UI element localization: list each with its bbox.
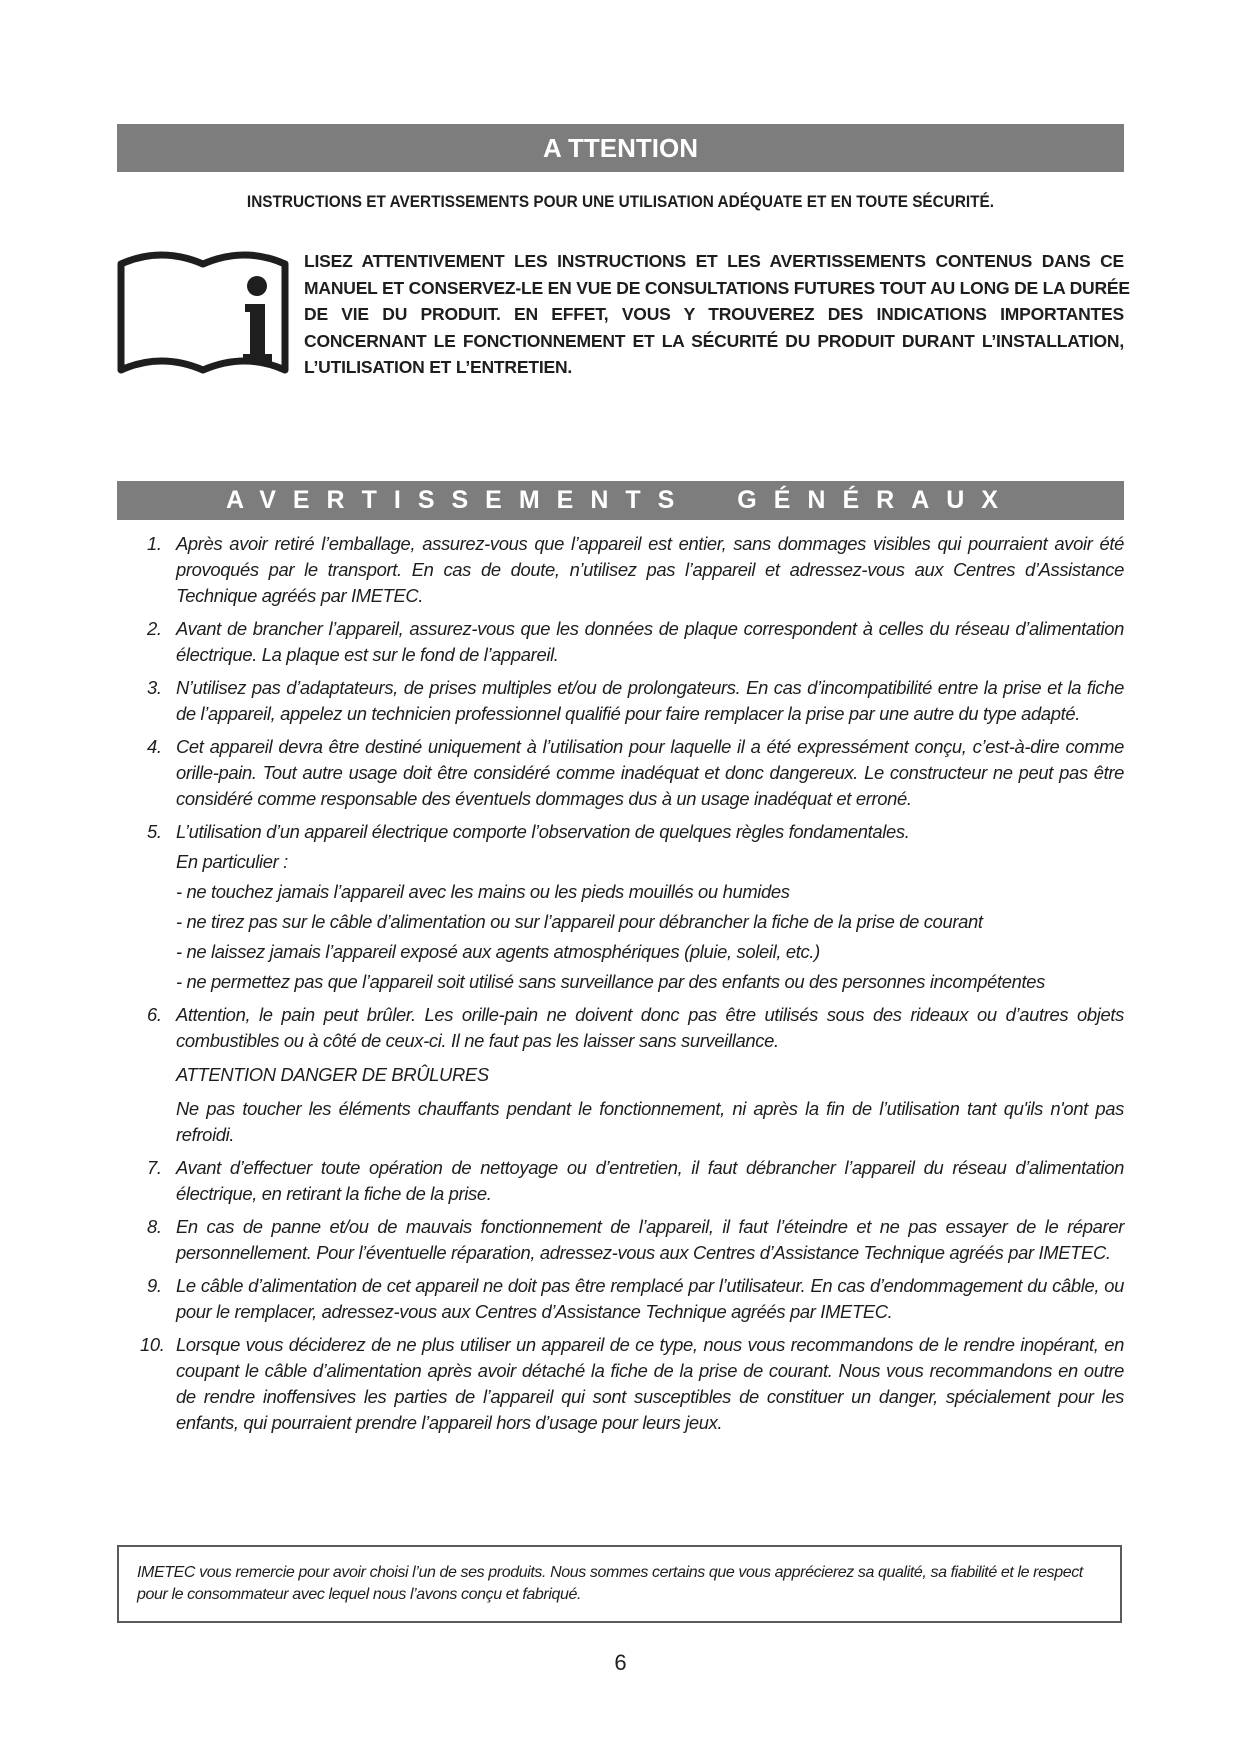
thank-you-box (117, 1545, 1122, 1623)
item-number: 10. (140, 1334, 165, 1355)
danger-warning: ATTENTION DANGER DE BRÛLURES (176, 1064, 489, 1085)
danger-text: Ne pas toucher les éléments chauffants pendant le fonctionnement, ni après la fin de l’utilisation tant qu'ils n'ont pas refroidi. (176, 1098, 1124, 1145)
page-number: 6 (614, 1650, 627, 1675)
item-text: N’utilisez pas d’adaptateurs, de prises multiples et/ou de prolongateurs. En cas d’incompatibilité entre la prise et la fiche de l’appareil, appelez un technicien professionnel qualifié pour faire remplacer la prise par une autre du type adapté. (176, 677, 1124, 724)
item-number: 4. (147, 736, 162, 757)
intro-line: DE VIE DU PRODUIT. EN EFFET, VOUS Y TROUVEREZ DES INDICATIONS IMPORTANTES (304, 304, 1124, 324)
list-item (140, 1214, 1124, 1266)
item-number: 9. (147, 1275, 162, 1296)
item-number: 6. (147, 1004, 162, 1025)
item-number: 1. (147, 533, 162, 554)
item-text: Attention, le pain peut brûler. Les orille-pain ne doivent donc pas être utilisés sous des rideaux ou d’autres objets combustibles ou à côté de ceux-ci. Il ne faut pas les laisser sans surveillance. (176, 1004, 1124, 1051)
item-text: Cet appareil devra être destiné uniquement à l’utilisation pour laquelle il a été expressément conçu, c’est-à-dire comme orille-pain. Tout autre usage doit être considéré comme inadéquat et donc dangereux. Le constructeur ne peut pas être considéré comme responsable des éventuels dommages dus à un usage inadéquat et erroné. (176, 736, 1124, 809)
item-text: Le câble d’alimentation de cet appareil ne doit pas être remplacé par l’utilisateur. En cas d’endommagement du câble, ou pour le remplacer, adressez-vous aux Centres d’Assistance Technique agréés par IMETEC. (176, 1275, 1124, 1322)
list-item (140, 734, 1124, 812)
list-item (140, 675, 1124, 727)
attention-intro (304, 248, 1130, 381)
intro-line: L’UTILISATION ET L’ENTRETIEN. (304, 357, 573, 377)
item-number: 8. (147, 1216, 162, 1237)
intro-line: CONCERNANT LE FONCTIONNEMENT ET LA SÉCURITÉ DU PRODUIT DURANT L’INSTALLATION, (304, 330, 1124, 351)
item-number: 2. (147, 618, 162, 639)
attention-header: A TTENTION (117, 124, 1124, 172)
item-text: L’utilisation d’un appareil électrique comporte l’observation de quelques règles fondamentales. (176, 821, 910, 842)
list-item (140, 1332, 1124, 1436)
item-subheading: En particulier : (176, 851, 288, 872)
warnings-list (140, 531, 1124, 1443)
item-number: 5. (147, 821, 162, 842)
item-text: Lorsque vous déciderez de ne plus utiliser un appareil de ce type, nous vous recommandons de le rendre inopérant, en coupant le câble d’alimentation après avoir détaché la fiche de la prise de courant. Nous vous recommandons en outre de rendre inoffensives les parties de l’appareil qui sont susceptibles de constituer un danger, spécialement pour les enfants, qui pourraient prendre l’appareil hors d’usage pour leurs jeux. (176, 1334, 1124, 1433)
item-text: Après avoir retiré l’emballage, assurez-vous que l’appareil est entier, sans dommages visibles qui pourraient avoir été provoqués par le transport. En cas de doute, n’utilisez pas l’appareil et adressez-vous aux Centres d’Assistance Technique agréés par IMETEC. (176, 533, 1124, 606)
list-item (140, 1155, 1124, 1207)
item-number: 7. (147, 1157, 162, 1178)
item-text: Avant d’effectuer toute opération de nettoyage ou d’entretien, il faut débrancher l’appareil du réseau d’alimentation électrique, en retirant la fiche de la prise. (176, 1157, 1124, 1204)
intro-line: LISEZ ATTENTIVEMENT LES INSTRUCTIONS ET LES AVERTISSEMENTS CONTENUS DANS CE (304, 251, 1124, 271)
thank-you-text: IMETEC vous remercie pour avoir choisi l’un de ses produits. Nous sommes certains que vous apprécierez sa qualité, sa fiabilité et le respect pour le consommateur avec lequel nous l’avons conçu et fabriqué. (137, 1564, 1083, 1603)
list-item (140, 616, 1124, 668)
item-number: 3. (147, 677, 162, 698)
list-item (140, 1002, 1124, 1148)
item-bullet: - ne touchez jamais l’appareil avec les mains ou les pieds mouillés ou humides (176, 881, 790, 902)
list-item (140, 819, 1124, 995)
attention-subtitle: INSTRUCTIONS ET AVERTISSEMENTS POUR UNE UTILISATION ADÉQUATE ET EN TOUTE SÉCURITÉ. (246, 193, 995, 211)
item-bullet: - ne tirez pas sur le câble d’alimentation ou sur l’appareil pour débrancher la fiche de la prise de courant (176, 911, 983, 932)
item-text: Avant de brancher l’appareil, assurez-vous que les données de plaque correspondent à celles du réseau d’alimentation électrique. La plaque est sur le fond de l’appareil. (176, 618, 1124, 665)
item-bullet: - ne laissez jamais l’appareil exposé aux agents atmosphériques (pluie, soleil, etc.) (176, 941, 820, 962)
item-text: En cas de panne et/ou de mauvais fonctionnement de l’appareil, il faut l’éteindre et ne pas essayer de le réparer personnellement. Pour l’éventuelle réparation, adressez-vous aux Centres d’Assistance Technique agréés par IMETEC. (176, 1216, 1124, 1263)
general-warnings-header: AVERTISSEMENTS GÉNÉRAUX (117, 481, 1124, 520)
intro-line: MANUEL ET CONSERVEZ-LE EN VUE DE CONSULTATIONS FUTURES TOUT AU LONG DE LA DURÉE (304, 277, 1130, 298)
item-bullet: - ne permettez pas que l’appareil soit utilisé sans surveillance par des enfants ou des personnes incompétentes (176, 971, 1045, 992)
list-item (140, 1273, 1124, 1325)
list-item (140, 531, 1124, 609)
book-info-icon (117, 242, 289, 382)
